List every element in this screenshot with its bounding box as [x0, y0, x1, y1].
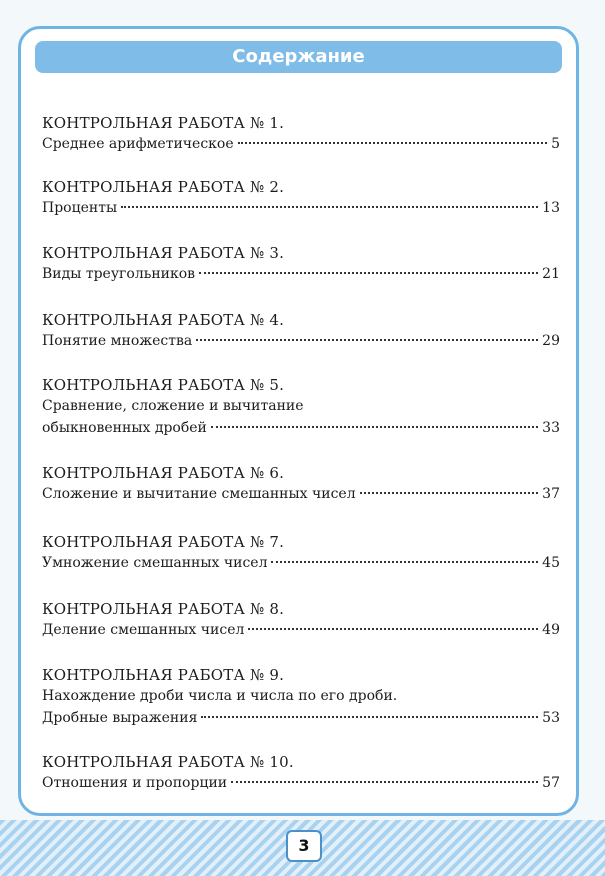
toc-topic: Среднее арифметическое	[42, 136, 234, 152]
toc-topic-line1: Сравнение, сложение и вычитание	[42, 398, 304, 414]
toc-leader-dots	[271, 561, 538, 563]
toc-heading: КОНТРОЛЬНАЯ РАБОТА № 8.	[42, 600, 285, 618]
toc-heading: КОНТРОЛЬНАЯ РАБОТА № 2.	[42, 178, 285, 196]
toc-page-number: 45	[542, 555, 560, 571]
toc-heading: КОНТРОЛЬНАЯ РАБОТА № 5.	[42, 376, 285, 394]
toc-leader-dots	[248, 628, 538, 630]
toc-heading: КОНТРОЛЬНАЯ РАБОТА № 3.	[42, 244, 285, 262]
toc-topic: Виды треугольников	[42, 266, 196, 282]
toc-entry-8[interactable]	[42, 599, 560, 641]
toc-page-number: 57	[542, 775, 560, 791]
toc-heading: КОНТРОЛЬНАЯ РАБОТА № 6.	[42, 464, 285, 482]
toc-leader-dots	[201, 716, 538, 718]
toc-topic: Сложение и вычитание смешанных чисел	[42, 486, 356, 502]
toc-leader-dots	[238, 142, 547, 144]
toc-topic: Умножение смешанных чисел	[42, 555, 268, 571]
toc-topic: Дробные выражения	[42, 710, 198, 726]
toc-heading: КОНТРОЛЬНАЯ РАБОТА № 4.	[42, 311, 285, 329]
toc-topic: Проценты	[42, 200, 118, 216]
toc-page-number: 37	[542, 486, 560, 502]
toc-topic: Деление смешанных чисел	[42, 622, 245, 638]
toc-heading: КОНТРОЛЬНАЯ РАБОТА № 10.	[42, 753, 294, 771]
toc-page-number: 53	[542, 710, 560, 726]
toc-page-number: 5	[551, 136, 560, 152]
toc-topic: Отношения и пропорции	[42, 775, 228, 791]
toc-entry-10[interactable]	[42, 752, 560, 794]
toc-leader-dots	[121, 206, 538, 208]
page-number-badge: 3	[286, 830, 322, 862]
toc-entry-3[interactable]	[42, 243, 560, 285]
toc-topic: обыкновенных дробей	[42, 420, 207, 436]
toc-page-number: 13	[542, 200, 560, 216]
contents-title: Содержание	[35, 41, 562, 73]
toc-page-number: 49	[542, 622, 560, 638]
toc-leader-dots	[211, 426, 538, 428]
toc-entry-1[interactable]	[42, 113, 560, 155]
toc-entry-5[interactable]	[42, 375, 560, 439]
toc-leader-dots	[196, 339, 538, 341]
toc-topic-line1: Нахождение дроби числа и числа по его дроби.	[42, 688, 398, 704]
toc-heading: КОНТРОЛЬНАЯ РАБОТА № 9.	[42, 666, 285, 684]
toc-leader-dots	[231, 781, 538, 783]
toc-heading: КОНТРОЛЬНАЯ РАБОТА № 7.	[42, 533, 285, 551]
toc-entry-6[interactable]	[42, 463, 560, 505]
toc-leader-dots	[360, 492, 539, 494]
toc-page-number: 33	[542, 420, 560, 436]
toc-heading: КОНТРОЛЬНАЯ РАБОТА № 1.	[42, 114, 285, 132]
toc-leader-dots	[199, 272, 538, 274]
toc-entry-9[interactable]	[42, 665, 560, 729]
toc-entry-7[interactable]	[42, 532, 560, 574]
toc-entry-2[interactable]	[42, 177, 560, 219]
toc-topic: Понятие множества	[42, 333, 193, 349]
toc-page-number: 21	[542, 266, 560, 282]
toc-page-number: 29	[542, 333, 560, 349]
toc-entry-4[interactable]	[42, 310, 560, 352]
